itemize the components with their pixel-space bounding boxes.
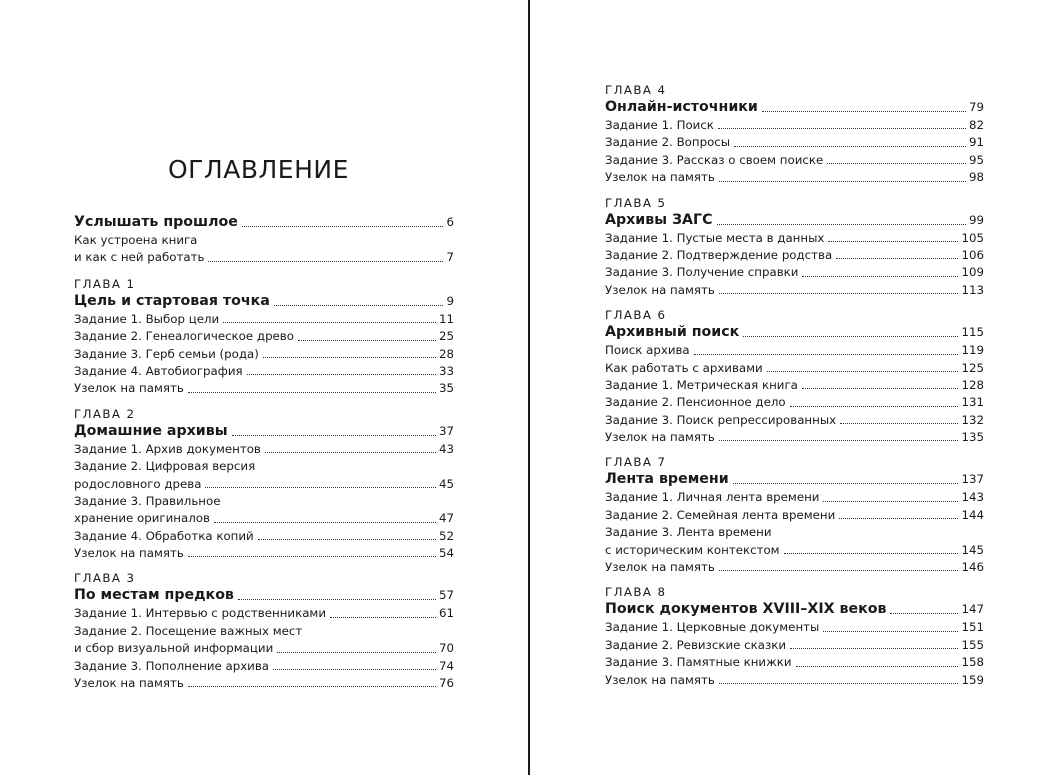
entry-title: Задание 1. Метрическая книга xyxy=(605,377,798,392)
dot-leader xyxy=(247,374,436,375)
toc-entry[interactable] xyxy=(605,247,984,264)
chapter-title-entry[interactable] xyxy=(605,470,984,489)
toc-entry[interactable] xyxy=(605,637,984,654)
dot-leader xyxy=(733,483,959,484)
toc-title: ОГЛАВЛЕНИЕ xyxy=(168,155,349,184)
entry-page: 76 xyxy=(438,676,454,691)
chapter-label: ГЛАВА 5 xyxy=(605,195,667,210)
toc-entry-line[interactable]: Задание 2. Посещение важных мест xyxy=(74,623,303,638)
chapter-label: ГЛАВА 4 xyxy=(605,83,667,97)
toc-entry[interactable] xyxy=(605,489,984,506)
dot-leader xyxy=(223,322,436,323)
dot-leader xyxy=(188,686,436,687)
entry-title: Цель и стартовая точка xyxy=(74,292,270,309)
entry-title: Задание 1. Церковные документы xyxy=(605,620,820,635)
dot-leader xyxy=(719,683,959,684)
entry-page: 52 xyxy=(438,528,454,543)
dot-leader xyxy=(188,556,436,557)
entry-page: 106 xyxy=(961,247,984,262)
entry-title: хранение оригиналов xyxy=(74,511,210,526)
toc-entry[interactable] xyxy=(605,360,984,377)
entry-page: 11 xyxy=(438,311,454,326)
entry-title: Задание 1. Выбор цели xyxy=(74,311,220,326)
dot-leader xyxy=(719,293,959,294)
chapter-label: ГЛАВА 1 xyxy=(74,276,136,291)
toc-entry[interactable] xyxy=(74,675,454,692)
entry-page: 151 xyxy=(961,620,984,635)
dot-leader xyxy=(790,648,958,649)
toc-entry-line[interactable]: Задание 3. Лента времени xyxy=(605,525,772,540)
entry-title: Узелок на память xyxy=(74,546,184,561)
dot-leader xyxy=(839,518,958,519)
entry-title: Задание 1. Архив документов xyxy=(74,441,261,456)
entry-title: Задание 2. Генеалогическое древо xyxy=(74,329,294,344)
entry-title: и как с ней работать xyxy=(74,250,205,265)
dot-leader xyxy=(718,128,966,129)
toc-entry[interactable] xyxy=(605,134,984,151)
entry-page: 43 xyxy=(438,441,454,456)
dot-leader xyxy=(694,354,959,355)
entry-title: Задание 1. Пустые места в данных xyxy=(605,230,825,245)
chapter-label: ГЛАВА 8 xyxy=(605,585,667,600)
toc-entry[interactable] xyxy=(74,328,454,345)
dot-leader xyxy=(274,305,444,306)
entry-title: Задание 4. Автобиография xyxy=(74,363,243,378)
entry-title: Узелок на память xyxy=(74,676,184,691)
entry-page: 79 xyxy=(968,100,984,114)
entry-title: Узелок на память xyxy=(605,282,715,297)
toc-entry[interactable] xyxy=(605,507,984,524)
dot-leader xyxy=(273,669,436,670)
chapter-title-entry[interactable] xyxy=(605,600,984,619)
chapter-label: ГЛАВА 2 xyxy=(74,406,136,421)
entry-title: Узелок на память xyxy=(605,430,715,445)
chapter-label: ГЛАВА 6 xyxy=(605,308,667,323)
entry-title: Поиск архива xyxy=(605,343,690,358)
entry-page: 61 xyxy=(438,606,454,621)
entry-page: 155 xyxy=(961,637,984,652)
dot-leader xyxy=(719,440,959,441)
toc-entry[interactable] xyxy=(605,672,984,689)
toc-entry[interactable] xyxy=(605,230,984,247)
entry-page: 9 xyxy=(446,293,454,308)
chapter-label: ГЛАВА 3 xyxy=(74,571,136,586)
entry-title: Узелок на память xyxy=(74,381,184,396)
dot-leader xyxy=(717,224,966,225)
entry-page: 146 xyxy=(961,560,984,575)
entry-title: и сбор визуальной информации xyxy=(74,641,274,656)
entry-page: 28 xyxy=(438,346,454,361)
entry-title: Задание 2. Семейная лента времени xyxy=(605,507,836,522)
entry-title: родословного древа xyxy=(74,476,202,491)
toc-entry-intro[interactable] xyxy=(74,213,454,232)
dot-leader xyxy=(767,371,959,372)
dot-leader xyxy=(734,146,966,147)
toc-entry[interactable] xyxy=(74,528,454,545)
entry-page: 147 xyxy=(961,602,984,617)
dot-leader xyxy=(802,276,958,277)
toc-entry[interactable] xyxy=(605,542,984,559)
dot-leader xyxy=(743,336,958,337)
chapter-title-entry[interactable] xyxy=(74,292,454,311)
entry-title: Задание 2. Вопросы xyxy=(605,135,731,150)
entry-title: Задание 3. Герб семьи (рода) xyxy=(74,346,259,361)
dot-leader xyxy=(827,163,966,164)
toc-entry[interactable] xyxy=(605,282,984,299)
dot-leader xyxy=(263,357,436,358)
dot-leader xyxy=(265,452,436,453)
entry-page: 105 xyxy=(961,230,984,245)
entry-page: 95 xyxy=(968,152,984,167)
toc-entry-line[interactable]: Задание 2. Цифровая версия xyxy=(74,459,256,474)
dot-leader xyxy=(890,613,958,614)
entry-page: 158 xyxy=(961,655,984,670)
chapter-title-entry[interactable] xyxy=(605,323,984,342)
toc-entry[interactable] xyxy=(605,117,984,134)
chapter-title-entry[interactable] xyxy=(605,211,984,230)
entry-page: 119 xyxy=(961,343,984,358)
dot-leader xyxy=(232,435,436,436)
entry-title: Задание 1. Личная лента времени xyxy=(605,490,820,505)
dot-leader xyxy=(823,631,958,632)
dot-leader xyxy=(840,423,958,424)
entry-title: Задание 2. Пенсионное дело xyxy=(605,395,786,410)
toc-entry[interactable] xyxy=(605,619,984,636)
entry-page: 144 xyxy=(961,507,984,522)
entry-title: Архивный поиск xyxy=(605,324,740,341)
entry-title: Онлайн-источники xyxy=(605,99,758,115)
entry-title: Архивы ЗАГС xyxy=(605,211,713,228)
entry-title: Задание 3. Памятные книжки xyxy=(605,655,792,670)
entry-title: Задание 1. Поиск xyxy=(605,117,714,132)
entry-page: 6 xyxy=(446,215,454,229)
entry-title: Узелок на память xyxy=(605,672,715,687)
chapter-title-entry[interactable] xyxy=(605,98,984,117)
toc-entry[interactable] xyxy=(74,605,454,622)
toc-entry[interactable] xyxy=(74,658,454,675)
book-spine-divider xyxy=(528,0,530,775)
toc-entry[interactable] xyxy=(74,346,454,363)
entry-title: Задание 3. Поиск репрессированных xyxy=(605,412,837,427)
entry-page: 145 xyxy=(961,542,984,557)
dot-leader xyxy=(330,617,436,618)
dot-leader xyxy=(719,570,959,571)
dot-leader xyxy=(784,553,959,554)
entry-title: Узелок на память xyxy=(605,560,715,575)
entry-title: Как работать с архивами xyxy=(605,360,763,375)
toc-entry[interactable] xyxy=(74,363,454,380)
right-page xyxy=(531,0,1057,775)
dot-leader xyxy=(836,258,958,259)
entry-page: 33 xyxy=(438,363,454,378)
dot-leader xyxy=(188,392,436,393)
entry-page: 45 xyxy=(438,476,454,491)
dot-leader xyxy=(258,539,436,540)
entry-page: 7 xyxy=(446,250,454,265)
dot-leader xyxy=(762,111,966,112)
entry-title: Услышать прошлое xyxy=(74,214,238,230)
left-page xyxy=(0,0,528,775)
dot-leader xyxy=(802,388,959,389)
dot-leader xyxy=(238,599,436,600)
entry-page: 143 xyxy=(961,490,984,505)
dot-leader xyxy=(208,261,443,262)
entry-page: 70 xyxy=(438,641,454,656)
toc-left-column xyxy=(74,213,454,692)
entry-title: Лента времени xyxy=(605,471,729,488)
entry-page: 91 xyxy=(968,135,984,150)
chapter-title-entry[interactable] xyxy=(74,586,454,605)
dot-leader xyxy=(214,522,436,523)
entry-title: с историческим контекстом xyxy=(605,542,780,557)
dot-leader xyxy=(790,406,959,407)
toc-entry[interactable] xyxy=(74,510,454,527)
dot-leader xyxy=(796,666,959,667)
entry-page: 128 xyxy=(961,377,984,392)
toc-entry-line[interactable]: Задание 3. Правильное xyxy=(74,493,221,508)
entry-page: 135 xyxy=(961,430,984,445)
entry-page: 25 xyxy=(438,329,454,344)
entry-page: 35 xyxy=(438,381,454,396)
toc-entry[interactable] xyxy=(605,429,984,446)
entry-title: Задание 4. Обработка копий xyxy=(74,528,254,543)
toc-entry[interactable] xyxy=(605,559,984,576)
toc-entry[interactable] xyxy=(605,169,984,186)
entry-title: Домашние архивы xyxy=(74,422,228,439)
entry-title: Задание 2. Подтверждение родства xyxy=(605,247,833,262)
entry-page: 125 xyxy=(961,360,984,375)
toc-entry[interactable] xyxy=(605,412,984,429)
dot-leader xyxy=(828,241,958,242)
entry-title: Задание 1. Интервью с родственниками xyxy=(74,606,326,621)
dot-leader xyxy=(719,181,966,182)
entry-page: 54 xyxy=(438,546,454,561)
entry-title: Задание 3. Рассказ о своем поиске xyxy=(605,152,824,167)
entry-title: Задание 3. Получение справки xyxy=(605,265,799,280)
entry-title: Задание 2. Ревизские сказки xyxy=(605,637,787,652)
toc-entry[interactable] xyxy=(605,342,984,359)
entry-page: 47 xyxy=(438,511,454,526)
entry-page: 131 xyxy=(961,395,984,410)
toc-entry-line[interactable]: Как устроена книга xyxy=(74,233,198,247)
entry-title: Задание 3. Пополнение архива xyxy=(74,658,270,673)
toc-entry[interactable] xyxy=(74,311,454,328)
entry-page: 82 xyxy=(968,117,984,132)
toc-entry[interactable] xyxy=(605,264,984,281)
entry-page: 159 xyxy=(961,672,984,687)
toc-entry[interactable] xyxy=(605,377,984,394)
toc-entry[interactable] xyxy=(605,152,984,169)
entry-title: По местам предков xyxy=(74,587,234,604)
entry-page: 74 xyxy=(438,658,454,673)
entry-page: 98 xyxy=(968,170,984,185)
dot-leader xyxy=(277,652,436,653)
chapter-label: ГЛАВА 7 xyxy=(605,455,667,470)
toc-right-column xyxy=(605,82,984,689)
entry-page: 137 xyxy=(961,472,984,487)
entry-page: 132 xyxy=(961,412,984,427)
chapter-title-entry[interactable] xyxy=(74,422,454,441)
dot-leader xyxy=(205,487,436,488)
entry-page: 37 xyxy=(438,423,454,438)
toc-entry[interactable] xyxy=(74,545,454,562)
toc-entry[interactable] xyxy=(74,640,454,657)
toc-entry[interactable] xyxy=(605,394,984,411)
dot-leader xyxy=(298,340,436,341)
entry-page: 99 xyxy=(968,212,984,227)
toc-entry[interactable] xyxy=(74,380,454,397)
entry-page: 113 xyxy=(961,282,984,297)
entry-title: Узелок на память xyxy=(605,170,715,185)
toc-entry[interactable] xyxy=(74,441,454,458)
toc-entry[interactable] xyxy=(74,249,454,266)
entry-title: Поиск документов XVIII–XIX веков xyxy=(605,601,887,618)
entry-page: 57 xyxy=(438,588,454,603)
entry-page: 115 xyxy=(961,325,984,340)
entry-page: 109 xyxy=(961,265,984,280)
toc-entry[interactable] xyxy=(605,654,984,671)
dot-leader xyxy=(823,501,958,502)
toc-entry[interactable] xyxy=(74,476,454,493)
dot-leader xyxy=(242,226,444,227)
